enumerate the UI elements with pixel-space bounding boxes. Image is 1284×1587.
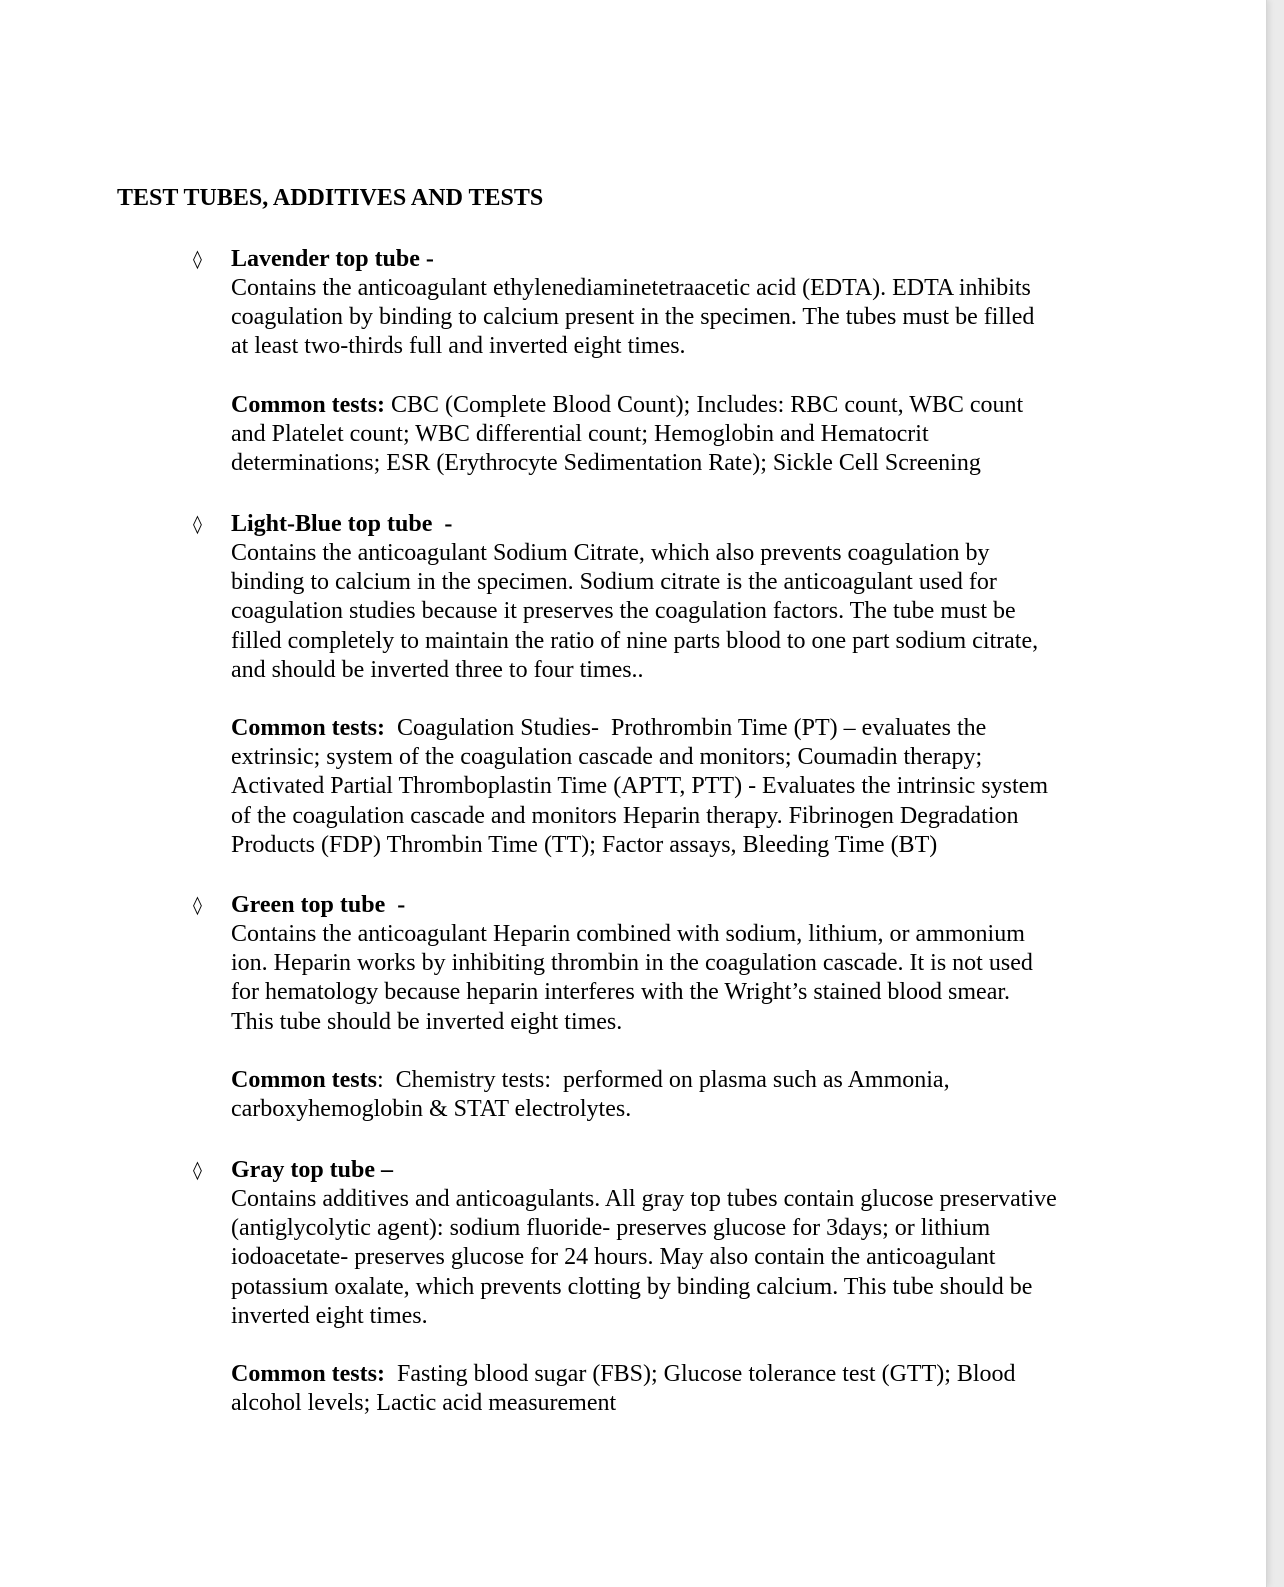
common-tests-label: Common tests: bbox=[231, 715, 385, 741]
description-line: inverted eight times. bbox=[231, 1302, 428, 1329]
description-line: binding to calcium in the specimen. Sodium citrate is the anticoagulant used for bbox=[231, 569, 997, 596]
description-line: filled completely to maintain the ratio of nine parts blood to one part sodium citrate, bbox=[231, 627, 1039, 654]
tube-description bbox=[231, 539, 1131, 685]
description-line: and should be inverted three to four times.. bbox=[231, 656, 644, 683]
diamond-bullet-icon: ◊ bbox=[193, 895, 202, 916]
description-line: iodoacetate- preserves glucose for 24 hours. May also contain the anticoagulant bbox=[231, 1244, 996, 1271]
description-line: for hematology because heparin interferes with the Wright’s stained blood smear. bbox=[231, 979, 1011, 1006]
tests-line bbox=[231, 714, 1131, 743]
description-line: ion. Heparin works by inhibiting thrombin in the coagulation cascade. It is not used bbox=[231, 950, 1033, 977]
diamond-bullet-icon: ◊ bbox=[193, 249, 202, 270]
description-line: (antiglycolytic agent): sodium fluoride- preserves glucose for 3days; or lithium bbox=[231, 1215, 991, 1242]
description-line: Contains the anticoagulant ethylenediaminetetraacetic acid (EDTA). EDTA inhibits bbox=[231, 275, 1031, 301]
common-tests-label: Common tests: bbox=[231, 1361, 385, 1387]
tests-line: extrinsic; system of the coagulation cascade and monitors; Coumadin therapy; bbox=[231, 744, 983, 771]
document-title: TEST TUBES, ADDITIVES AND TESTS bbox=[117, 185, 544, 211]
common-tests bbox=[231, 714, 1131, 860]
common-tests-label: Common tests bbox=[231, 1067, 377, 1093]
diamond-bullet-icon: ◊ bbox=[193, 1160, 202, 1181]
tests-text: Coagulation Studies- Prothrombin Time (PT) – evaluates the bbox=[384, 715, 987, 741]
tube-heading: Light-Blue top tube - bbox=[231, 511, 453, 537]
common-tests bbox=[231, 391, 1131, 479]
common-tests bbox=[231, 1360, 1131, 1418]
common-tests bbox=[231, 1066, 1131, 1124]
diamond-bullet-icon: ◊ bbox=[193, 514, 202, 535]
description-line: at least two-thirds full and inverted eight times. bbox=[231, 333, 686, 360]
description-line: Contains the anticoagulant Heparin combined with sodium, lithium, or ammonium bbox=[231, 921, 1025, 947]
tests-line: determinations; ESR (Erythrocyte Sedimentation Rate); Sickle Cell Screening bbox=[231, 450, 981, 477]
tests-line: Products (FDP) Thrombin Time (TT); Factor assays, Bleeding Time (BT) bbox=[231, 831, 938, 858]
description-line: This tube should be inverted eight times. bbox=[231, 1008, 623, 1035]
common-tests-label: Common tests: bbox=[231, 392, 385, 418]
tube-heading: Gray top tube – bbox=[231, 1157, 393, 1183]
description-line: coagulation by binding to calcium present in the specimen. The tubes must be filled bbox=[231, 304, 1035, 331]
tests-line: carboxyhemoglobin & STAT electrolytes. bbox=[231, 1096, 632, 1123]
tube-description bbox=[231, 920, 1131, 1037]
tests-line: Activated Partial Thromboplastin Time (APTT, PTT) - Evaluates the intrinsic system bbox=[231, 773, 1048, 800]
tube-description bbox=[231, 1185, 1131, 1331]
description-line: coagulation studies because it preserves the coagulation factors. The tube must be bbox=[231, 598, 1016, 625]
tests-line bbox=[231, 391, 1131, 420]
tests-line: and Platelet count; WBC differential count; Hemoglobin and Hematocrit bbox=[231, 421, 929, 448]
tests-text: Fasting blood sugar (FBS); Glucose tolerance test (GTT); Blood bbox=[384, 1361, 1016, 1387]
tests-line bbox=[231, 1066, 1131, 1095]
tube-heading: Lavender top tube - bbox=[231, 246, 434, 272]
tests-text: CBC (Complete Blood Count); Includes: RBC count, WBC count bbox=[384, 392, 1024, 418]
tests-line: of the coagulation cascade and monitors Heparin therapy. Fibrinogen Degradation bbox=[231, 802, 1019, 829]
tube-heading: Green top tube - bbox=[231, 892, 406, 918]
description-line: potassium oxalate, which prevents clotting by binding calcium. This tube should be bbox=[231, 1273, 1033, 1300]
description-line: Contains the anticoagulant Sodium Citrate, which also prevents coagulation by bbox=[231, 540, 990, 566]
tests-line bbox=[231, 1360, 1131, 1389]
tests-text: : Chemistry tests: performed on plasma such as Ammonia, bbox=[376, 1067, 950, 1093]
tube-description bbox=[231, 274, 1131, 362]
description-line: Contains additives and anticoagulants. All gray top tubes contain glucose preservative bbox=[231, 1186, 1057, 1212]
tests-line: alcohol levels; Lactic acid measurement bbox=[231, 1390, 617, 1417]
